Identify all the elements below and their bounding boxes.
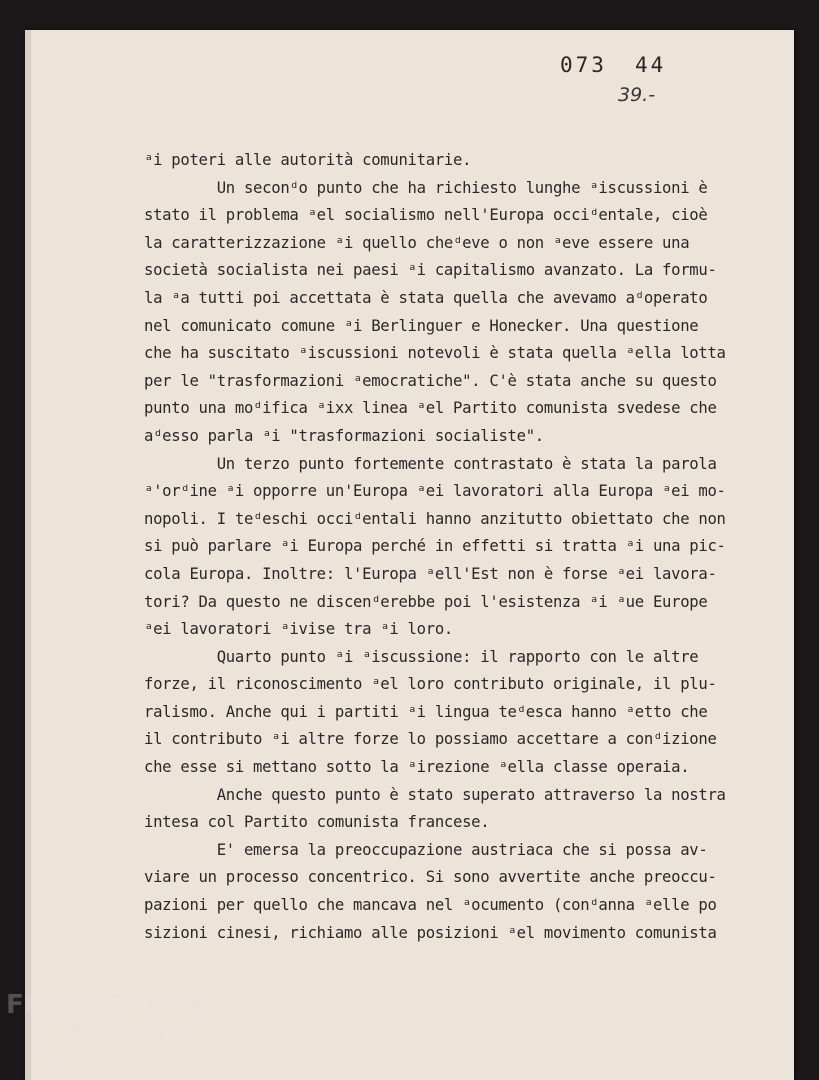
text-line: che ha suscitato ᵃiscussioni notevoli è stata quella ᵃella lotta [144,344,726,363]
text-line: Quarto punto ᵃi ᵃiscussione: il rapporto con le altre [144,647,699,666]
text-line: ᵃi poteri alle autorità comunitarie. [144,151,472,169]
text-line: la ᵃa tutti poi accettata è stata quella che avevamo aᵈoperato [144,288,708,307]
text-line: aᵈesso parla ᵃi "trasformazioni socialiste". [144,426,544,445]
text-line: ᵃ'orᵈine ᵃi opporre un'Europa ᵃei lavoratori alla Europa ᵃei mo- [144,482,726,501]
text-line: pazioni per quello che mancava nel ᵃocumento (conᵈanna ᵃelle po [144,896,717,915]
text-line: il contributo ᵃi altre forze lo possiamo accettare a conᵈizione [144,730,717,749]
watermark-line-2: GRAMSCI [58,1020,200,1050]
watermark-line-1: FONDAZIONE [6,990,210,1020]
text-line: nel comunicato comune ᵃi Berlinguer e Honecker. Una questione [144,316,699,335]
text-line: Anche questo punto è stato superato attraverso la nostra [144,785,726,804]
text-line: società socialista nei paesi ᵃi capitalismo avanzato. La formu- [144,261,717,280]
folio-number: 39.- [618,84,656,106]
fondazione-gramsci-watermark [6,990,210,1068]
text-line: che esse si mettano sotto la ᵃirezione ᵃella classe operaia. [144,758,690,777]
text-line: nopoli. I teᵈeschi occiᵈentali hanno anzitutto obiettato che non [144,509,726,528]
gramsci-logo-icon [36,1016,82,1062]
watermark-line-3: ONLUS [161,1058,197,1068]
text-line: intesa col Partito comunista francese. [144,813,490,832]
text-line: tori? Da questo ne discenᵈerebbe poi l'esistenza ᵃi ᵃue Europe [144,592,708,611]
archive-number [560,53,694,77]
page-edge [25,30,31,1080]
text-line: Un terzo punto fortemente contrastato è stata la parola [144,454,717,473]
typed-text-body [144,147,764,947]
text-line: Un seconᵈo punto che ha richiesto lunghe ᵃiscussioni è [144,178,708,197]
text-line: ᵃei lavoratori ᵃivise tra ᵃi loro. [144,620,454,639]
text-line: sizioni cinesi, richiamo alle posizioni ᵃel movimento comunista [144,923,717,942]
text-line: punto una moᵈifica ᵃixx linea ᵃel Partito comunista svedese che [144,399,717,418]
text-line: la caratterizzazione ᵃi quello cheᵈeve o non ᵃeve essere una [144,233,690,252]
text-line: stato il problema ᵃel socialismo nell'Europa occiᵈentale, cioè [144,206,708,225]
text-line: per le "trasformazioni ᵃemocratiche". C'è stata anche su questo [144,371,717,390]
text-line: viare un processo concentrico. Si sono avvertite anche preoccu- [144,868,717,887]
archive-number-a: 073 [560,53,607,77]
archive-number-b: 44 [634,53,667,77]
text-line: cola Europa. Inoltre: l'Europa ᵃell'Est non è forse ᵃei lavora- [144,564,717,583]
text-line: ralismo. Anche qui i partiti ᵃi lingua teᵈesca hanno ᵃetto che [144,702,708,721]
text-line: E' emersa la preoccupazione austriaca che si possa av- [144,840,708,859]
text-line: forze, il riconoscimento ᵃel loro contributo originale, il plu- [144,675,717,694]
text-line: si può parlare ᵃi Europa perché in effetti si tratta ᵃi una pic- [144,537,726,556]
